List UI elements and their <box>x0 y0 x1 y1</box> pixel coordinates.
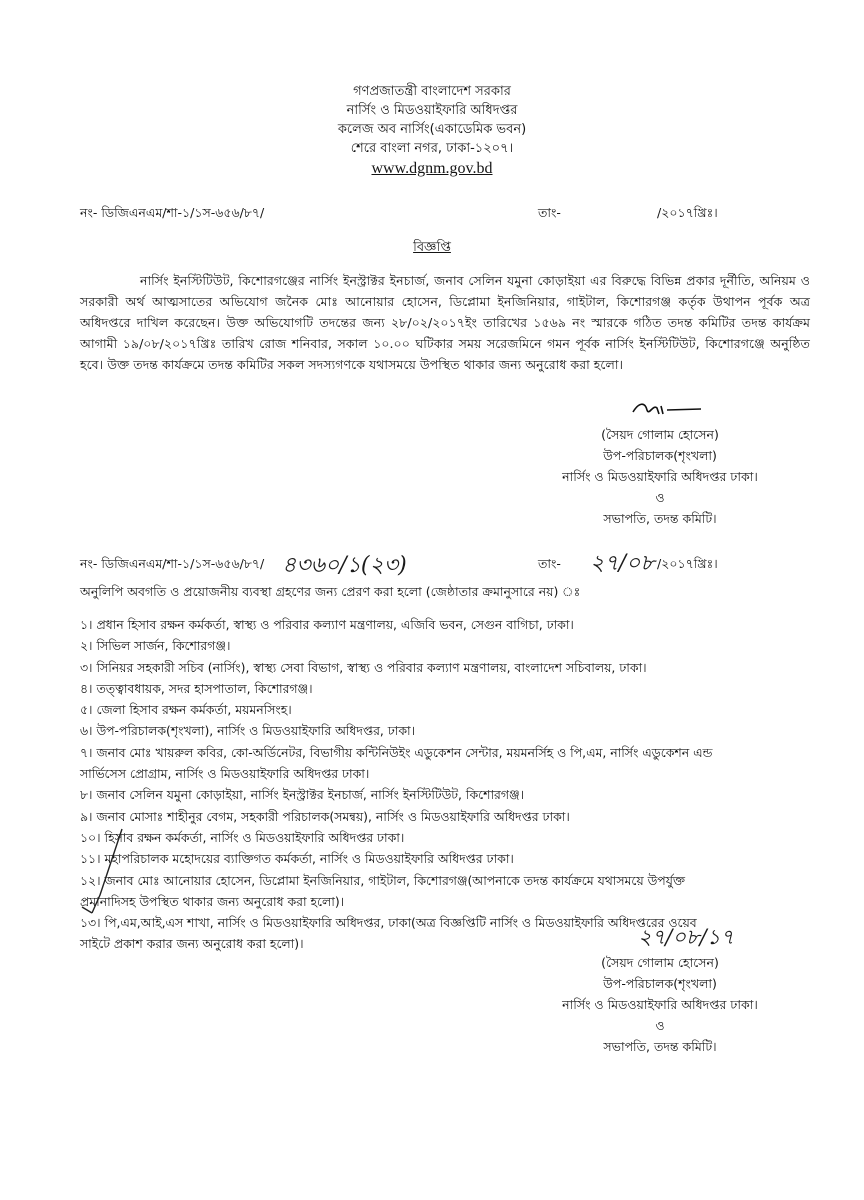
signatory-role-1: সভাপতি, তদন্ত কমিটি। <box>603 511 717 526</box>
notice-title: বিজ্ঞপ্তি <box>413 240 451 255</box>
recipient-number: ৮। <box>80 787 93 803</box>
recipient-item <box>80 848 820 869</box>
recipient-text: হিসাব রক্ষন কর্মকর্তা, নার্সিং ও মিডওয়াইফারি অধিদপ্তর ঢাকা। <box>104 829 405 845</box>
copy-date-label: তাং- <box>538 556 561 571</box>
recipient-text: পি,এম,আই,এস শাখা, নার্সিং ও মিডওয়াইফারি অধিদপ্তর, ঢাকা(অত্র বিজ্ঞপ্তিটি নার্সিং ও মিডওয়াইফারি অধিদপ্তরের ওয়েব <box>104 915 697 931</box>
recipient-item <box>80 806 820 827</box>
recipient-text: সিভিল সার্জন, কিশোরগঞ্জ। <box>96 638 231 654</box>
recipient-text: সিনিয়র সহকারী সচিব (নার্সিং), স্বাস্থ্য সেবা বিভাগ, স্বাস্থ্য ও পরিবার কল্যাণ মন্ত্রণালয়, বাংলাদেশ সচিবালয়, ঢাকা। <box>96 659 647 675</box>
recipient-item <box>80 678 820 699</box>
copy-date-suffix: /২০১৭খ্রিঃ। <box>657 556 718 571</box>
handwritten-date: ২৭/০৮ <box>590 551 655 576</box>
recipient-number: ২। <box>80 638 93 654</box>
signature-block-1 <box>540 398 780 529</box>
signatory-designation-1: উপ-পরিচালক(শৃংখলা) <box>603 448 717 463</box>
letterhead-government: গণপ্রজাতন্ত্রী বাংলাদেশ সরকার <box>353 84 511 99</box>
recipient-number: ৩। <box>80 659 93 675</box>
letterhead-address: শেরে বাংলা নগর, ঢাকা-১২০৭। <box>350 141 514 156</box>
signature-block-2 <box>530 922 790 1057</box>
signatory-role-2: সভাপতি, তদন্ত কমিটি। <box>603 1039 717 1054</box>
recipient-item <box>80 635 820 656</box>
notice-body: নার্সিং ইনস্টিটিউট, কিশোরগঞ্জের নার্সিং ইনস্ট্রাক্টর ইনচার্জ, জনাব সেলিন যমুনা কোড়াইয়া এর বিরুদ্ধে বিভিন্ন প্রকার দূর্নীতি, অনিয়ম ও সরকারী অর্থ আত্মসাতের অভিযোগ জনৈক মোঃ আনোয়ার হোসেন, ডিপ্লোমা ইনজিনিয়ার, গাইটাল, কিশোরগঞ্জ কর্তৃক উথাপন পূর্বক অত্র অধিদপ্তরে দাখিল করেছেন। উক্ত অভিযোগটি তদন্তের জন্য ২৮/০২/২০১৭ইং তারিখের ১৫৬৯ নং স্মারকে গঠিত তদন্ত কমিটির তদন্ত কার্যক্রম আগামী ১৯/০৮/২০১৭খ্রিঃ তারিখ রোজ শনিবার, সকাল ১০.০০ ঘটিকার সময় সরেজমিনে গমন পূর্বক নার্সিং ইনস্টিটিউট, কিশোরগঞ্জে অনুষ্ঠিত হবে। উক্ত তদন্ত কার্যক্রমে তদন্ত কমিটির সকল সদস্যগণকে যথাসময়ে উপস্থিত থাকার জন্য অনুরোধ করা হলো। <box>80 273 810 372</box>
recipient-text: জনাব মোসাঃ শাহীনুর বেগম, সহকারী পরিচালক(সমন্বয়), নার্সিং ও মিডওয়াইফারি অধিদপ্তর ঢাকা। <box>96 808 570 824</box>
recipient-number: ১২। <box>80 872 101 888</box>
recipient-item <box>80 720 820 741</box>
recipient-item <box>80 827 820 848</box>
recipient-item <box>80 614 820 635</box>
signatory-office-1: নার্সিং ও মিডওয়াইফারি অধিদপ্তর ঢাকা। <box>562 469 758 484</box>
recipient-number: ১৩। <box>80 915 101 931</box>
signatory-name-2: (সৈয়দ গোলাম হোসেন) <box>601 955 719 970</box>
recipient-text: প্রধান হিসাব রক্ষন কর্মকর্তা, স্বাস্থ্য ও পরিবার কল্যাণ মন্ত্রণালয়, এজিবি ভবন, সেগুন বাগিচা, ঢাকা। <box>96 617 574 632</box>
recipient-number: ১০। <box>80 829 101 845</box>
signature-scribble-1 <box>540 398 780 424</box>
recipient-text: জনাব সেলিন যমুনা কোড়াইয়া, নার্সিং ইনস্ট্রাক্টর ইনচার্জ, নার্সিং ইনস্টিটিউট, কিশোরগঞ্জ। <box>96 787 525 803</box>
handwritten-memo-number: ৪৩৬০/১(২৩) <box>282 553 407 578</box>
recipient-number: ১। <box>80 617 93 632</box>
letterhead <box>0 82 864 178</box>
recipient-number: ৪। <box>80 680 93 696</box>
recipient-number: ১১। <box>80 851 101 867</box>
recipient-item <box>80 699 820 720</box>
recipient-number: ৫। <box>80 702 93 718</box>
signatory-designation-2: উপ-পরিচালক(শৃংখলা) <box>603 976 717 991</box>
copy-intro: অনুলিপি অবগতি ও প্রয়োজনীয় ব্যবস্থা গ্রহণের জন্য প্রেরণ করা হলো (জেষ্ঠাতার ক্রমানুসারে নয়) ঃ <box>80 584 581 599</box>
signatory-name-1: (সৈয়দ গোলাম হোসেন) <box>601 427 719 442</box>
memo-number: নং- ডিজিএনএম/শা-১/১স-৬৫৬/৮৭/ <box>80 205 265 220</box>
recipient-list <box>80 614 820 955</box>
signatory-conjunction-2: ও <box>655 1018 665 1033</box>
recipient-text: তত্ত্বাবধায়ক, সদর হাসপাতাল, কিশোরগঞ্জ। <box>96 680 313 696</box>
recipient-text: জনাব মোঃ খায়রুল কবির, কো-অর্ডিনেটর, বিভাগীয় কন্টিনিউইং এডুকেশন সেন্টার, ময়মনর্সিহ ও পি,এম, নার্সিং এডুকেশন এন্ড <box>96 744 713 760</box>
recipient-text: জনাব মোঃ আনোয়ার হোসেন, ডিপ্লোমা ইনজিনিয়ার, গাইটাল, কিশোরগঞ্জ(আপনাকে তদন্ত কার্যক্রমে যথাসময়ে উপর্যুক্ত <box>104 872 685 888</box>
recipient-text-continued: সার্ভিসেস প্রোগ্রাম, নার্সিং ও মিডওয়াইফারি অধিদপ্তর ঢাকা। <box>80 766 370 782</box>
recipient-text-continued: প্রমানাদিসহ উপস্থিত থাকার জন্য অনুরোধ করা হলো)। <box>80 893 345 909</box>
date-label: তাং- <box>538 205 561 220</box>
letterhead-directorate: নার্সিং ও মিডওয়াইফারি অধিদপ্তর <box>346 103 518 118</box>
recipient-number: ৯। <box>80 808 93 824</box>
date-suffix: /২০১৭খ্রিঃ। <box>657 205 718 220</box>
website-link[interactable]: www.dgnm.gov.bd <box>371 160 493 177</box>
signature-2-handwritten-date: ২৭/০৮/১৭ <box>637 925 735 949</box>
recipient-text: উপ-পরিচালক(শৃংখলা), নার্সিং ও মিডওয়াইফারি অধিদপ্তর, ঢাকা। <box>96 723 416 739</box>
signatory-conjunction-1: ও <box>655 490 665 505</box>
letterhead-building: কলেজ অব নার্সিং(একাডেমিক ভবন) <box>337 122 527 137</box>
recipient-text: জেলা হিসাব রক্ষন কর্মকর্তা, ময়মনসিংহ। <box>96 702 292 718</box>
recipient-text: মহাপরিচালক মহোদয়ের ব্যাক্তিগত কর্মকর্তা, নার্সিং ও মিডওয়াইফারি অধিদপ্তর ঢাকা। <box>104 851 514 867</box>
recipient-item <box>80 657 820 678</box>
recipient-text-continued: সাইটে প্রকাশ করার জন্য অনুরোধ করা হলো)। <box>80 936 304 952</box>
recipient-item <box>80 784 820 805</box>
copy-memo-number: নং- ডিজিএনএম/শা-১/১স-৬৫৬/৮৭/ <box>80 556 265 571</box>
recipient-number: ৭। <box>80 744 93 760</box>
recipient-item <box>80 742 820 785</box>
pen-stroke-mark <box>80 825 140 925</box>
recipient-item <box>80 870 820 913</box>
signatory-office-2: নার্সিং ও মিডওয়াইফারি অধিদপ্তর ঢাকা। <box>562 997 758 1012</box>
recipient-number: ৬। <box>80 723 93 739</box>
